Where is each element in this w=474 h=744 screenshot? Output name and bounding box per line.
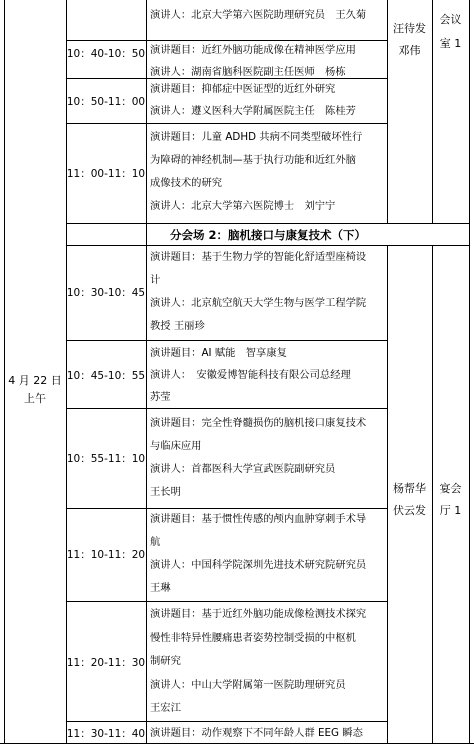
talk-cell	[150, 603, 386, 721]
session2-hosts: 杨帮华 伏云发	[393, 482, 426, 517]
talk-line: 演讲题目：基于近红外脑功能成像检测技术探究	[150, 608, 367, 620]
talk-line: 演讲题目：完全性脊髓损伤的脑机接口康复技术	[150, 417, 367, 429]
session1-venue: 会议 室 1	[439, 13, 462, 50]
date-cell	[4, 372, 66, 408]
talk-line: 慢性非特异性腰痛患者姿势控制受损的中枢机	[150, 631, 356, 644]
talk-cell	[150, 246, 386, 338]
time-slot: 10：45-10：55	[66, 370, 146, 382]
time-slot: 10：30-10：45	[66, 287, 146, 299]
session-title: 分会场 2：脑机接口与康复技术（下）	[169, 228, 366, 242]
talk-cell	[150, 722, 386, 744]
talk-line: 演讲人： 安徽爱博智能科技有限公司总经理	[150, 369, 351, 381]
talk-cell	[150, 508, 386, 600]
talk-cell	[150, 126, 386, 218]
row-divider	[66, 340, 387, 341]
row-divider	[66, 408, 387, 409]
table-border-right	[469, 0, 470, 744]
time-slot: 10：40-10：50	[66, 48, 146, 60]
time-slot: 10：55-11：10	[66, 453, 146, 465]
session1-hosts: 汪待发 邓伟	[393, 22, 426, 57]
talk-line: 演讲题目：抑郁症中医证型的近红外研究	[150, 83, 336, 95]
talk-line: 教授 王丽珍	[150, 320, 205, 332]
talk-line: 演讲人：北京大学第六医院助理研究员 王久菊	[150, 9, 367, 21]
time-slot: 11：00-11：10	[66, 168, 146, 180]
talk-line: 演讲题目：基于生物力学的智能化舒适型座椅设	[150, 251, 367, 263]
talk-cell	[150, 4, 386, 27]
talk-line: 演讲人：中国科学院深圳先进技术研究院研究员	[150, 559, 367, 571]
talk-line: 演讲题目：儿童 ADHD 共病不同类型破坏性行	[150, 131, 363, 143]
date-line2: 上午	[24, 392, 46, 405]
talk-line: 王宏江	[150, 702, 181, 714]
time-slot: 10：50-11：00	[66, 96, 146, 108]
talk-line: 演讲题目：近红外脑功能成像在精神医学应用	[150, 44, 356, 56]
time-slot: 11：10-11：20	[66, 549, 146, 561]
talk-line: 演讲题目：基于惯性传感的颅内血肿穿刺手术导	[150, 513, 367, 525]
talk-line: 苏莹	[150, 391, 171, 403]
row-divider	[66, 123, 387, 124]
talk-line: 王琳	[150, 582, 171, 594]
talk-line: 成像技术的研究	[150, 177, 223, 189]
talk-line: 演讲人：北京大学第六医院博士 刘宁宁	[150, 200, 336, 212]
talk-line: 计	[150, 274, 161, 286]
row-divider	[66, 601, 387, 602]
talk-cell	[150, 78, 386, 122]
talk-line: 与临床应用	[150, 440, 202, 452]
talk-line: 为障碍的神经机制—基于执行功能和近红外脑	[150, 154, 356, 166]
talk-line: 演讲题目：AI 赋能 智享康复	[150, 347, 287, 359]
talk-cell	[150, 34, 386, 83]
section-divider-top	[66, 223, 470, 224]
talk-line: 演讲人：北京航空航天大学生物与医学工程学院	[150, 297, 367, 309]
date-line1: 4 月 22 日	[8, 374, 62, 387]
talk-line: 航	[150, 536, 161, 548]
talk-cell	[150, 342, 386, 408]
time-slot: 11：30-11：40	[66, 728, 146, 740]
talk-line: 演讲人：湖南省脑科医院副主任医师 杨栋	[150, 66, 346, 78]
talk-line: 演讲人：遵义医科大学附属医院主任 陈桂芳	[150, 105, 356, 117]
time-slot: 11：20-11：30	[66, 657, 146, 669]
talk-line: 演讲题目：动作观察下不同年龄人群 EEG 瞬态	[150, 727, 363, 739]
talk-line: 王长明	[150, 486, 181, 498]
talk-line: 演讲人：中山大学附属第一医院助理研究员	[150, 678, 346, 691]
talk-cell	[150, 412, 386, 504]
session2-venue: 宴会 厅 1	[439, 482, 462, 517]
talk-line: 演讲人：首都医科大学宣武医院副研究员	[150, 463, 336, 475]
talk-line: 制研究	[150, 655, 181, 667]
table-border-time	[146, 0, 147, 744]
